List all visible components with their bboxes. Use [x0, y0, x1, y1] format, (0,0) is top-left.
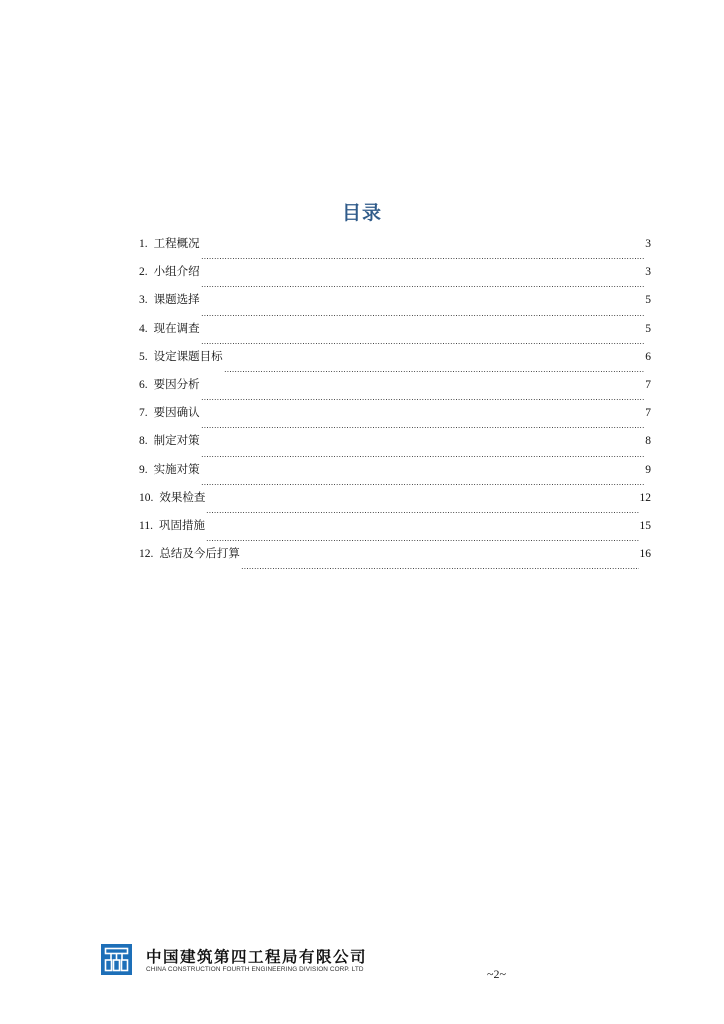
toc-entry-page: 7: [645, 378, 651, 391]
toc-entry-page: 15: [639, 519, 651, 532]
toc-leader-dots: [201, 427, 645, 428]
toc-entry-page: 6: [645, 350, 651, 363]
toc-entry[interactable]: [139, 263, 651, 291]
toc-entry-page: 5: [645, 294, 651, 307]
toc-leader-dots: [206, 512, 638, 513]
toc-entry[interactable]: [139, 517, 651, 545]
toc-entry-number: 4.: [139, 322, 148, 335]
toc-entry-page: 3: [645, 266, 651, 279]
toc-entry-page: 9: [645, 463, 651, 476]
toc-title: 目录: [341, 202, 382, 224]
toc-entry-title: 实施对策: [153, 461, 200, 476]
toc-entry[interactable]: [139, 376, 651, 404]
toc-entry-number: 2.: [139, 266, 148, 279]
toc-entry-number: 5.: [139, 350, 148, 363]
toc-entry-page: 8: [645, 435, 651, 448]
toc-entry-title: 现在调查: [153, 320, 200, 335]
toc-entry-title: 要因确认: [153, 405, 200, 420]
toc-leader-dots: [224, 371, 645, 372]
toc-entry-title: 要因分析: [153, 376, 200, 391]
toc-entry[interactable]: [139, 489, 651, 517]
toc-entry-number: 8.: [139, 435, 148, 448]
toc-entry-number: 12.: [139, 548, 154, 561]
toc-entry-page: 3: [645, 238, 651, 250]
toc-leader-dots: [201, 456, 645, 457]
toc-leader-dots: [241, 568, 639, 569]
toc-entry-page: 16: [639, 548, 651, 561]
toc-entry-number: 11.: [139, 519, 153, 532]
toc-leader-dots: [201, 315, 645, 316]
toc-entry[interactable]: [139, 432, 651, 460]
toc-entry-title: 制定对策: [153, 433, 200, 448]
toc-entry-number: 3.: [139, 294, 148, 307]
toc-entry-number: 10.: [139, 491, 154, 504]
toc-entry[interactable]: [139, 461, 651, 489]
toc-leader-dots: [201, 343, 645, 344]
company-name-en: CHINA CONSTRUCTION FOURTH ENGINEERING DIVISION CORP. LTD: [146, 966, 364, 973]
toc-entry-title: 巩固措施: [158, 517, 205, 532]
toc-entry-number: 6.: [139, 378, 148, 391]
toc-entry-number: 9.: [139, 463, 148, 476]
company-logo-icon: [101, 944, 132, 975]
toc-entry-page: 5: [645, 322, 651, 335]
company-name-cn: 中国建筑第四工程局有限公司: [146, 948, 368, 966]
toc-entry-title: 工程概况: [153, 236, 200, 250]
toc-entry-title: 设定课题目标: [153, 348, 223, 363]
toc-leader-dots: [201, 399, 645, 400]
toc-entry[interactable]: [139, 404, 651, 432]
page-number: ~2~: [487, 967, 506, 981]
toc-entry-title: 效果检查: [159, 489, 206, 504]
toc-entry-title: 小组介绍: [153, 264, 200, 279]
toc-entry[interactable]: [139, 291, 651, 319]
toc-entry-number: 7.: [139, 407, 148, 420]
toc-leader-dots: [201, 286, 645, 287]
toc-leader-dots: [201, 484, 645, 485]
toc-entry-page: 7: [645, 407, 651, 420]
toc-leader-dots: [206, 540, 639, 541]
toc-entry-title: 总结及今后打算: [159, 546, 240, 561]
toc-entry-page: 12: [639, 491, 651, 504]
toc-entry[interactable]: [139, 545, 651, 573]
toc-entry[interactable]: [139, 348, 651, 376]
toc-entry-number: 1.: [139, 238, 148, 250]
toc-leader-dots: [201, 258, 645, 259]
toc-entry[interactable]: [139, 320, 651, 348]
toc-entry[interactable]: [139, 235, 651, 263]
toc-entry-title: 课题选择: [153, 292, 200, 307]
table-of-contents: [139, 235, 651, 573]
